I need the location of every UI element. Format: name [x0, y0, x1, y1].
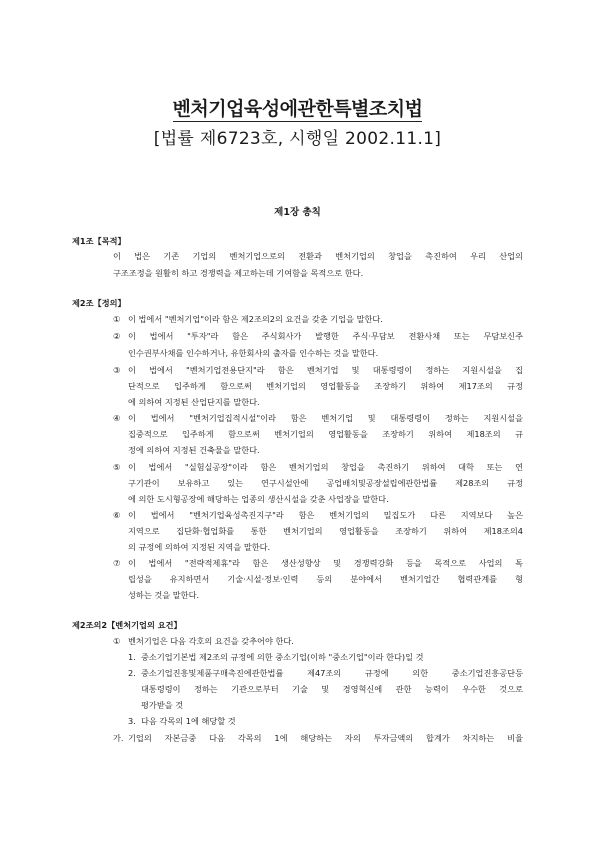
item-text-line: 인수권부사채를 인수하거나, 유한회사의 출자를 인수하는 것을 말한다. [128, 348, 379, 358]
item-text-line: 단적으로 입주하게 함으로써 벤처기업의 영업활동을 조장하기 위하여 제17조의 규정 [128, 381, 523, 391]
item-text-line: 평가받을 것 [141, 700, 184, 710]
document-subtitle: [법률 제6723호, 시행일 2002.11.1] [153, 129, 442, 149]
item-marker: 3. [128, 716, 136, 726]
item-marker: ⑥ [113, 510, 121, 520]
item-text-line: 정에 의하여 지정된 건축물을 말한다. [128, 445, 260, 455]
item-text-line: 성하는 것을 말한다. [128, 590, 200, 600]
document-title [0, 94, 595, 121]
article-heading: 제2조【정의】 [72, 298, 126, 308]
item-text-line: 립성을 유지하면서 기술·시설·정보·인력 등의 분야에서 벤처기업간 협력관계를 형 [128, 574, 523, 584]
item-text-line: 구기관이 보유하고 있는 연구시설안에 공업배치및공장설립에관한법률 제28조의 규정 [128, 478, 523, 488]
item-text-line: 벤처기업은 다음 각호의 요건을 갖추어야 한다. [128, 636, 294, 646]
item-marker: 2. [128, 668, 136, 678]
item-marker: ⑦ [113, 558, 121, 568]
chapter-heading: 제1장 총칙 [274, 207, 321, 218]
item-marker: ① [113, 314, 121, 324]
article-heading: 제2조의2【벤처기업의 요건】 [72, 620, 182, 630]
document-title-text: 벤처기업육성에관한특별조치법 [172, 98, 423, 120]
item-text-line: 이 법에서 "전략적제휴"라 함은 생산성향상 및 경쟁력강화 등을 목적으로 사업의 독 [128, 558, 523, 568]
item-marker: ④ [113, 413, 121, 423]
item-text-line: 다음 각목의 1에 해당할 것 [141, 716, 236, 726]
item-text-line: 의 규정에 의하여 지정된 지역을 말한다. [128, 542, 271, 552]
item-marker: ② [113, 331, 121, 341]
article-text-line: 구조조정을 원활히 하고 경쟁력을 제고하는데 기여함을 목적으로 한다. [113, 268, 364, 278]
item-text-line: 대통령령이 정하는 기관으로부터 기술 및 경영혁신에 관한 능력이 우수한 것으로 [141, 684, 523, 694]
item-marker: ① [113, 636, 121, 646]
item-text-line: 지역으로 집단화·협업화를 통한 벤처기업의 영업활동을 조장하기 위하여 제18조의4 [128, 526, 523, 536]
item-text-line: 집중적으로 입주하게 함으로써 벤처기업의 영업활동을 조장하기 위하여 제18조의 규 [128, 429, 523, 439]
item-text-line: 이 법에서 "벤처기업"이라 함은 제2조의2의 요건을 갖춘 기업을 말한다. [128, 314, 383, 324]
item-marker: 가. [113, 733, 124, 743]
item-text-line: 이 법에서 "벤처기업육성촉진지구"라 함은 벤처기업의 밀집도가 다른 지역보다 높은 [128, 510, 523, 520]
item-text-line: 중소기업진흥및제품구매촉진에관한법률 제47조의 규정에 의한 중소기업진흥공단등 [141, 668, 523, 678]
item-text-line: 에 의하여 지정된 산업단지를 말한다. [128, 397, 260, 407]
item-text-line: 이 법에서 "실험실공장"이라 함은 벤처기업의 창업을 촉진하기 위하여 대학 또는 연 [128, 462, 523, 472]
item-marker: 1. [128, 652, 136, 662]
item-marker: ⑤ [113, 462, 121, 472]
item-text-line: 이 법에서 "투자"라 함은 주식회사가 발행한 주식·무담보 전환사채 또는 무담보신주 [128, 331, 523, 341]
item-text-line: 에 의한 도시형공장에 해당하는 업종의 생산시설을 갖춘 사업장을 말한다. [128, 494, 389, 504]
item-marker: ③ [113, 365, 121, 375]
item-text-line: 이 법에서 "벤처기업전용단지"라 함은 벤처기업 및 대통령령이 정하는 지원시설을 집 [128, 365, 523, 375]
item-text-line: 이 법에서 "벤처기업집적시설"이라 함은 벤처기업 및 대통령령이 정하는 지원시설을 [128, 413, 523, 423]
item-text-line: 중소기업기본법 제2조의 규정에 의한 중소기업(이하 "중소기업"이라 한다)일 것 [141, 652, 424, 662]
item-text-line: 기업의 자본금중 다음 각목의 1에 해당하는 자의 투자금액의 합계가 차지하는 비율 [128, 733, 523, 743]
article-text-line: 이 법은 기존 기업의 벤처기업으로의 전환과 벤처기업의 창업을 촉진하여 우리 산업의 [113, 251, 523, 261]
article-heading: 제1조【목적】 [72, 236, 126, 246]
